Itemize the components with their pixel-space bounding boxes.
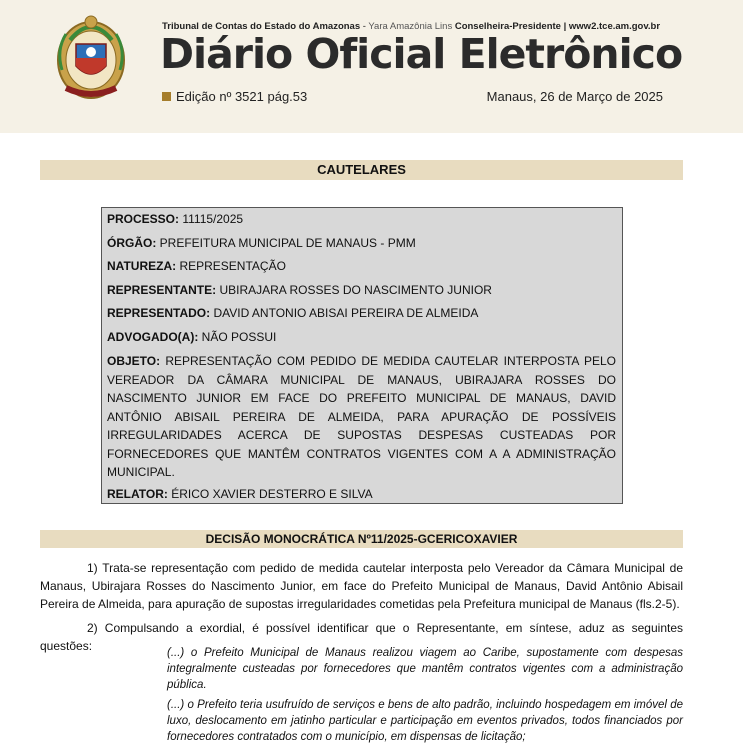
representante-label: REPRESENTANTE: — [107, 282, 217, 297]
natureza-label: NATUREZA: — [107, 259, 177, 273]
pipe-separator: | — [560, 21, 569, 32]
paragraph-2-text: 2) Compulsando a exordial, é possível identificar que o Representante, em síntese, aduz as seguintes questões: — [40, 621, 683, 653]
president-role: Conselheira-Presidente — [454, 21, 561, 32]
journal-title: Diário Oficial Eletrônico — [160, 30, 683, 78]
paragraph-1 — [40, 559, 683, 613]
representante-value: UBIRAJARA ROSSES DO NASCIMENTO JUNIOR — [216, 282, 492, 297]
representado-label: REPRESENTADO: — [107, 306, 211, 320]
coat-of-arms-icon — [50, 10, 132, 104]
president-name: Yara Amazônia Lins — [368, 21, 453, 32]
natureza-row — [107, 259, 616, 273]
advogado-value: NÃO POSSUI — [198, 329, 277, 344]
representante-row — [107, 283, 616, 297]
quote-1: (...) o Prefeito Municipal de Manaus realizou viagem ao Caribe, supostamente com despesas integralmente custeadas por fornecedores que mantêm contratos vigentes com a administração pública. — [167, 647, 683, 691]
relator-value: ÉRICO XAVIER DESTERRO E SILVA — [167, 486, 373, 501]
relator-row — [107, 487, 616, 501]
processo-row — [107, 212, 616, 226]
objeto-label: OBJETO: — [107, 354, 161, 368]
representado-row — [107, 306, 616, 320]
court-name: Tribunal de Contas do Estado do Amazonas — [162, 21, 361, 32]
case-summary-box — [101, 207, 623, 504]
natureza-value: REPRESENTAÇÃO — [176, 259, 286, 273]
edition-info — [162, 89, 307, 104]
advogado-row — [107, 330, 616, 344]
representado-value: DAVID ANTONIO ABISAI PEREIRA DE ALMEIDA — [210, 306, 479, 320]
decision-title: DECISÃO MONOCRÁTICA Nº11/2025-GCERICOXAVIER — [40, 530, 683, 548]
publication-date: Manaus, 26 de Março de 2025 — [486, 89, 663, 104]
relator-label: RELATOR: — [107, 486, 168, 501]
objeto-row — [107, 352, 616, 482]
section-title: CAUTELARES — [40, 160, 683, 180]
square-bullet-icon — [162, 92, 171, 101]
processo-label: PROCESSO: — [107, 212, 180, 226]
orgao-label: ÓRGÃO: — [107, 235, 157, 250]
separator: - — [360, 21, 369, 32]
website-link[interactable]: www2.tce.am.gov.br — [568, 21, 661, 32]
processo-value: 11115/2025 — [179, 212, 244, 226]
orgao-row — [107, 236, 616, 250]
advogado-label: ADVOGADO(A): — [107, 329, 199, 344]
orgao-value: PREFEITURA MUNICIPAL DE MANAUS - PMM — [156, 235, 416, 250]
objeto-value: REPRESENTAÇÃO COM PEDIDO DE MEDIDA CAUTELAR INTERPOSTA PELO VEREADOR DA CÂMARA MUNICIPAL DE MANAUS, UBIRAJARA ROSSES DO NASCIMENTO JUNIOR EM FACE DO PREFEITO MUNICIPAL DE MANAUS, DAVID ANTÔNIO ABISAIL PEREIRA DE ALMEIDA, PARA APURAÇÃO DE POSSÍVEIS IRREGULARIDADES ACERCA DE SUPOSTAS DESPESAS CUSTEADAS POR FORNECEDORES QUE MANTÊM CONTRATOS VIGENTES COM A A ADMINISTRAÇÃO MUNICIPAL. — [107, 354, 616, 479]
page-header — [0, 0, 743, 133]
quote-2: (...) o Prefeito teria usufruído de serviços e bens de alto padrão, incluindo hospedagem em imóvel de luxo, deslocamento em jatinho particular e participação em eventos privados, todos financiados por fornecedores contratados com o município, em dispensas de licitação; — [167, 699, 683, 743]
edition-label: Edição nº 3521 pág.53 — [176, 89, 308, 104]
paragraph-1-text: 1) Trata-se representação com pedido de medida cautelar interposta pelo Vereador da Câmara Municipal de Manaus, Ubirajara Rosses do Nascimento Junior, em face do Prefeito Municipal de Manaus, David Antônio Abisail Pereira de Almeida, para apuração de supostas irregularidades cometidas pela Prefeitura municipal de Manaus (fls.2-5). — [40, 561, 683, 611]
